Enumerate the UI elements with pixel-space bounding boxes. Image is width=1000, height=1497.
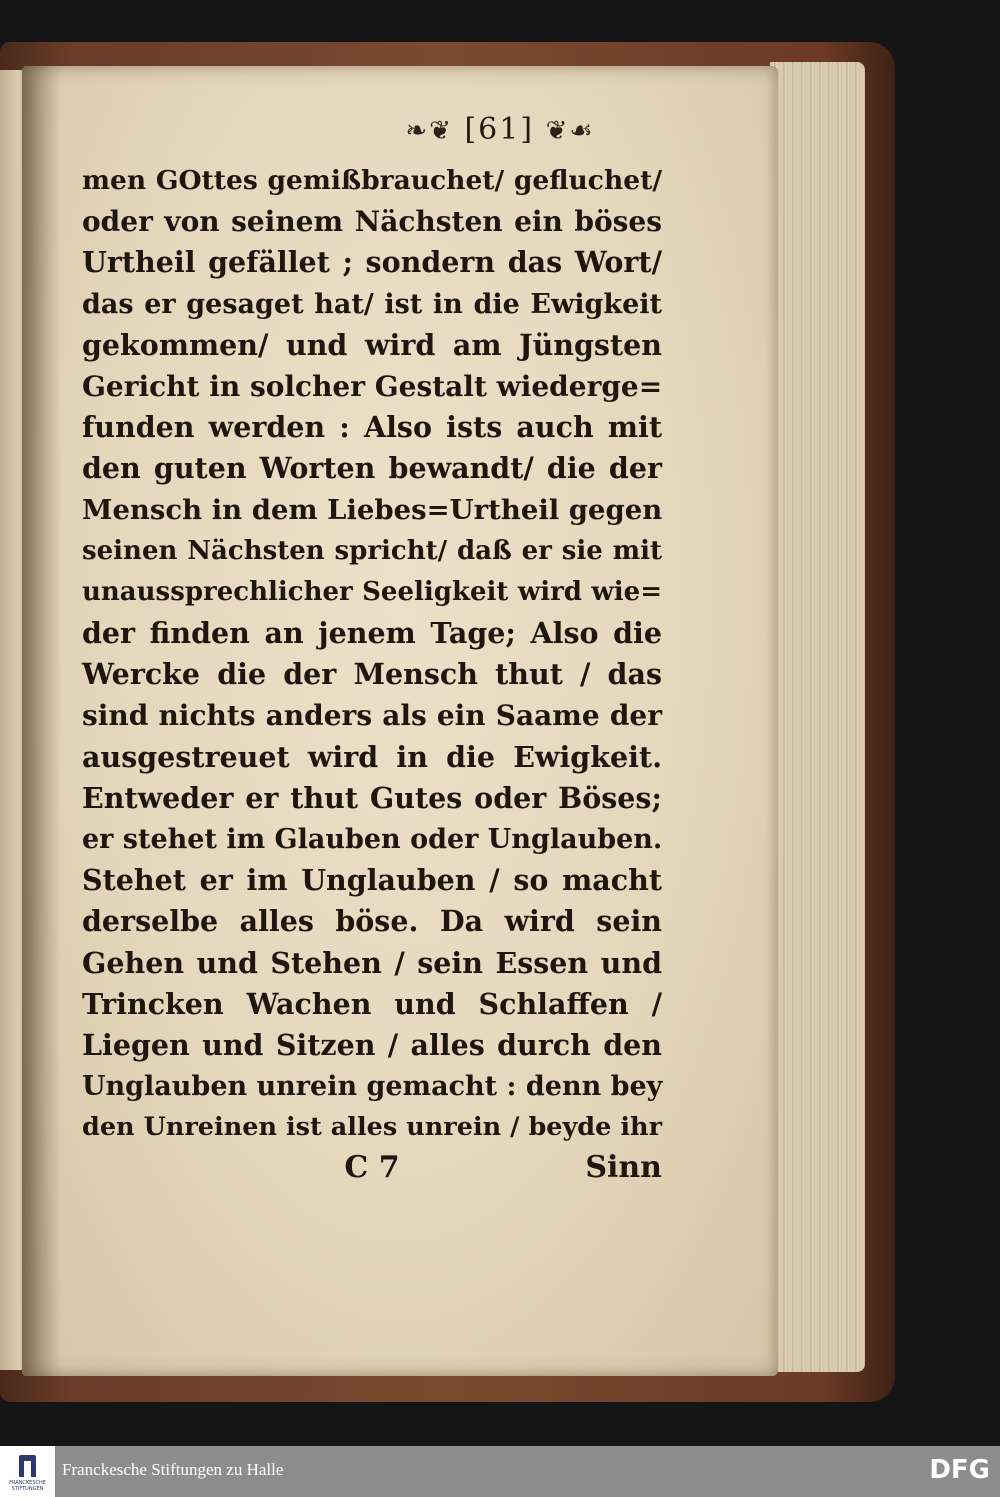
text-line: Gericht in solcher Gestalt wiederge= — [82, 369, 663, 403]
institution-logo[interactable] — [0, 1446, 55, 1497]
institution-name[interactable]: Franckesche Stiftungen zu Halle — [62, 1460, 284, 1479]
page-edges — [770, 62, 865, 1372]
text-line: Entweder er thut Gutes oder Böses; — [82, 780, 662, 815]
text-line: unaussprechlicher Seeligkeit wird wie= — [82, 576, 662, 607]
logo-text: FRANCKESCHE STIFTUNGEN — [9, 1480, 46, 1492]
ornament-right-icon: ❦☙ — [545, 116, 595, 146]
text-line: er stehet im Glauben oder Unglauben. — [82, 824, 663, 855]
text-line: Wercke die der Mensch thut / das — [82, 657, 662, 692]
text-line: Trincken Wachen und Schlaffen / — [82, 986, 662, 1021]
page-foot — [82, 1150, 662, 1194]
page-number: [61] — [464, 112, 535, 147]
text-line: der finden an jenem Tage; Also die — [82, 616, 662, 651]
text-line: gekommen/ und wird am Jüngsten — [82, 327, 662, 362]
text-line: men GOttes gemißbrauchet/ gefluchet/ — [82, 165, 662, 196]
page-text — [82, 160, 662, 1149]
text-line: sind nichts anders als ein Saame der — [82, 699, 662, 733]
text-line: derselbe alles böse. Da wird sein — [82, 904, 662, 939]
dfg-logo[interactable]: DFG — [929, 1455, 990, 1485]
text-line: Mensch in dem Liebes=Urtheil gegen — [82, 493, 663, 526]
text-line: Urtheil gefället ; sondern das Wort/ — [82, 245, 662, 280]
text-line: das er gesaget hat/ ist in die Ewigkeit — [82, 288, 662, 320]
page-header — [0, 112, 1000, 147]
text-line: Unglauben unrein gemacht : denn bey — [82, 1071, 663, 1103]
text-line: den Unreinen ist alles unrein / beyde ihr — [82, 1112, 662, 1143]
text-line: Liegen und Sitzen / alles durch den — [82, 1027, 662, 1062]
catchword: Sinn — [585, 1150, 662, 1185]
spine-shadow — [22, 66, 62, 1376]
text-line: Gehen und Stehen / sein Essen und — [82, 945, 662, 980]
ornament-left-icon: ❧❦ — [405, 116, 453, 146]
text-line: den guten Worten bewandt/ die der — [82, 451, 662, 486]
text-line: funden werden : Also ists auch mit — [82, 410, 662, 445]
text-line: oder von seinem Nächsten ein böses — [82, 205, 662, 239]
text-line: Stehet er im Unglauben / so macht — [82, 863, 662, 898]
orphanage-emblem-icon — [19, 1455, 36, 1477]
signature-mark: C 7 — [344, 1150, 400, 1185]
text-line: ausgestreuet wird in die Ewigkeit. — [82, 739, 662, 774]
text-line: seinen Nächsten spricht/ daß er sie mit — [82, 535, 662, 566]
footer-bar — [0, 1446, 1000, 1497]
